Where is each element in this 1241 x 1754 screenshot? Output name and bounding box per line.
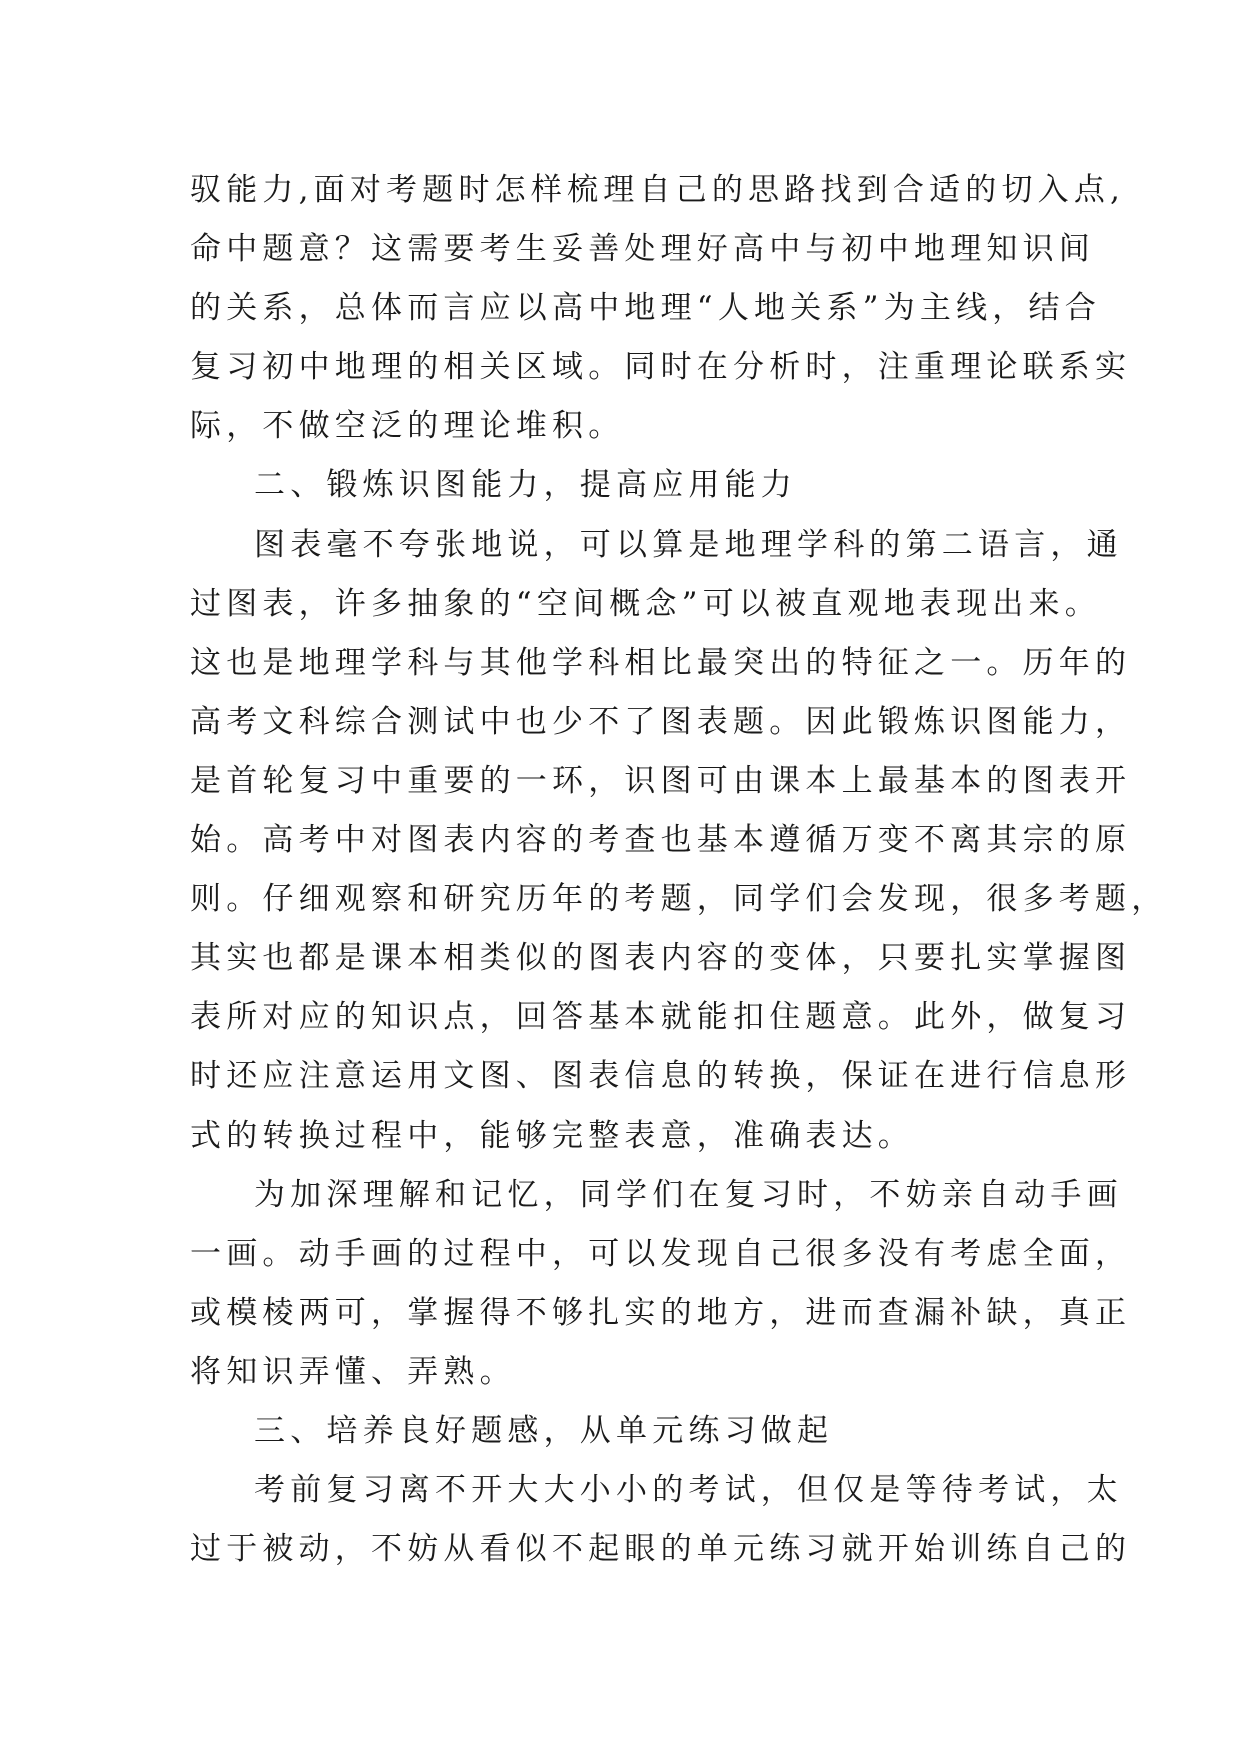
text-line: 过图表，许多抽象的“空间概念”可以被直观地表现出来。 bbox=[190, 585, 1101, 622]
document-body bbox=[190, 161, 1168, 1579]
text-line: 则。仔细观察和研究历年的考题，同学们会发现，很多考题， bbox=[190, 881, 1168, 918]
text-line: 或模棱两可，掌握得不够扎实的地方，进而查漏补缺，真正 bbox=[190, 1294, 1132, 1331]
text-line: 表所对应的知识点，回答基本就能扣住题意。此外，做复习 bbox=[190, 999, 1132, 1036]
text-line: 是首轮复习中重要的一环，识图可由课本上最基本的图表开 bbox=[190, 762, 1132, 799]
text-line: 高考文科综合测试中也少不了图表题。因此锻炼识图能力， bbox=[190, 703, 1132, 740]
text-line: 时还应注意运用文图、图表信息的转换，保证在进行信息形 bbox=[190, 1058, 1132, 1095]
text-line: 命中题意？这需要考生妥善处理好高中与初中地理知识间 bbox=[190, 231, 1095, 268]
paragraph-start-line: 考前复习离不开大大小小的考试，但仅是等待考试，太 bbox=[254, 1472, 1123, 1509]
text-line: 这也是地理学科与其他学科相比最突出的特征之一。历年的 bbox=[190, 644, 1132, 681]
section-heading: 二、锻炼识图能力，提高应用能力 bbox=[254, 467, 797, 504]
paragraph-start-line: 图表毫不夸张地说，可以算是地理学科的第二语言，通 bbox=[254, 526, 1123, 563]
text-line: 过于被动，不妨从看似不起眼的单元练习就开始训练自己的 bbox=[190, 1531, 1132, 1568]
text-line: 始。高考中对图表内容的考查也基本遵循万变不离其宗的原 bbox=[190, 822, 1132, 859]
text-line: 式的转换过程中，能够完整表意，准确表达。 bbox=[190, 1117, 914, 1154]
text-line: 将知识弄懂、弄熟。 bbox=[190, 1353, 516, 1390]
text-line: 的关系，总体而言应以高中地理“人地关系”为主线，结合 bbox=[190, 290, 1101, 327]
text-line: 其实也都是课本相类似的图表内容的变体，只要扎实掌握图 bbox=[190, 940, 1132, 977]
text-line: 复习初中地理的相关区域。同时在分析时，注重理论联系实 bbox=[190, 349, 1132, 386]
paragraph-start-line: 为加深理解和记忆，同学们在复习时，不妨亲自动手画 bbox=[254, 1176, 1123, 1213]
section-heading: 三、培养良好题感，从单元练习做起 bbox=[254, 1412, 834, 1449]
text-line: 驭能力,面对考题时怎样梳理自己的思路找到合适的切入点, bbox=[190, 172, 1126, 208]
text-line: 际，不做空泛的理论堆积。 bbox=[190, 408, 625, 445]
text-line: 一画。动手画的过程中，可以发现自己很多没有考虑全面， bbox=[190, 1235, 1132, 1272]
